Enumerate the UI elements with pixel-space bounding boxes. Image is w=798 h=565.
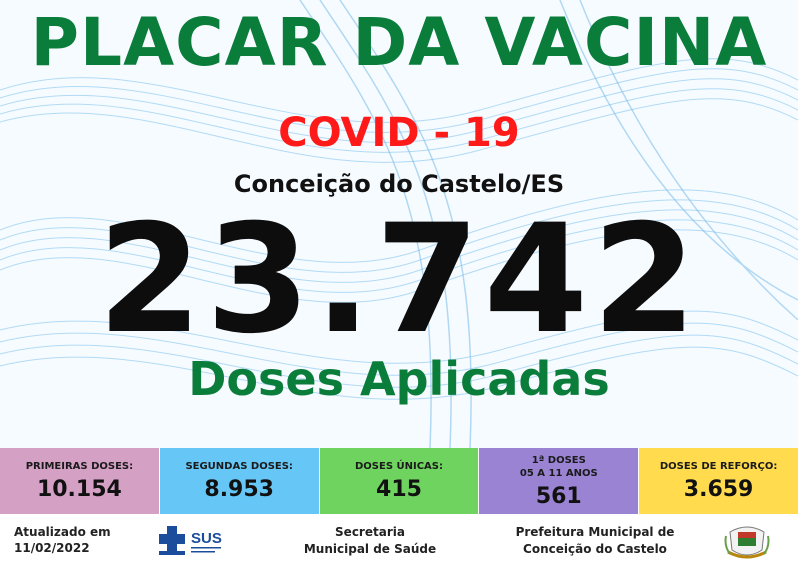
stat-value: 3.659 [683, 477, 754, 502]
prefeitura-line: Conceição do Castelo [523, 542, 667, 556]
stat-label [26, 460, 133, 473]
stat-label [355, 460, 443, 473]
stat-primeiras-doses [0, 448, 160, 514]
stat-value: 561 [535, 483, 582, 509]
page-title: PLACAR DA VACINA [30, 4, 768, 81]
stat-label-line: SEGUNDAS DOSES: [185, 461, 293, 472]
updated-label: Atualizado em [14, 525, 111, 539]
updated-date: 11/02/2022 [14, 541, 90, 555]
stat-segundas-doses [160, 448, 320, 514]
municipal-crest-icon [724, 522, 770, 560]
stat-label-line: 05 A 11 ANOS [519, 467, 598, 479]
sus-logo-text: SUS [191, 530, 222, 547]
stat-label [185, 460, 293, 473]
stat-doses-reforco [639, 448, 798, 514]
stat-label-line: DOSES ÚNICAS: [354, 461, 443, 472]
secretaria-line: Secretaria [335, 525, 405, 539]
location-label: Conceição do Castelo/ES [233, 170, 565, 198]
sus-logo-icon [157, 524, 233, 558]
secretaria-line: Municipal de Saúde [303, 542, 437, 556]
total-doses-value: 23.742 [97, 193, 701, 367]
secretaria-label [290, 524, 450, 558]
subtitle: COVID - 19 [278, 110, 520, 156]
stat-value: 10.154 [36, 477, 122, 502]
stat-value: 415 [376, 477, 422, 502]
stat-label-line: PRIMEIRAS DOSES: [25, 461, 134, 472]
stat-value: 8.953 [204, 477, 274, 502]
stat-label [660, 460, 778, 473]
stat-label [520, 454, 598, 480]
prefeitura-line: Prefeitura Municipal de [515, 525, 675, 539]
prefeitura-label [500, 524, 690, 558]
stat-label-line: DOSES DE REFORÇO: [659, 461, 778, 472]
stat-label-line: 1ª DOSES [531, 454, 586, 466]
stat-primeiras-doses-criancas [479, 448, 639, 514]
stat-doses-unicas [320, 448, 480, 514]
total-doses-label: Doses Aplicadas [188, 352, 610, 406]
updated-info [14, 524, 111, 556]
stats-bar [0, 448, 798, 514]
footer [0, 514, 798, 565]
